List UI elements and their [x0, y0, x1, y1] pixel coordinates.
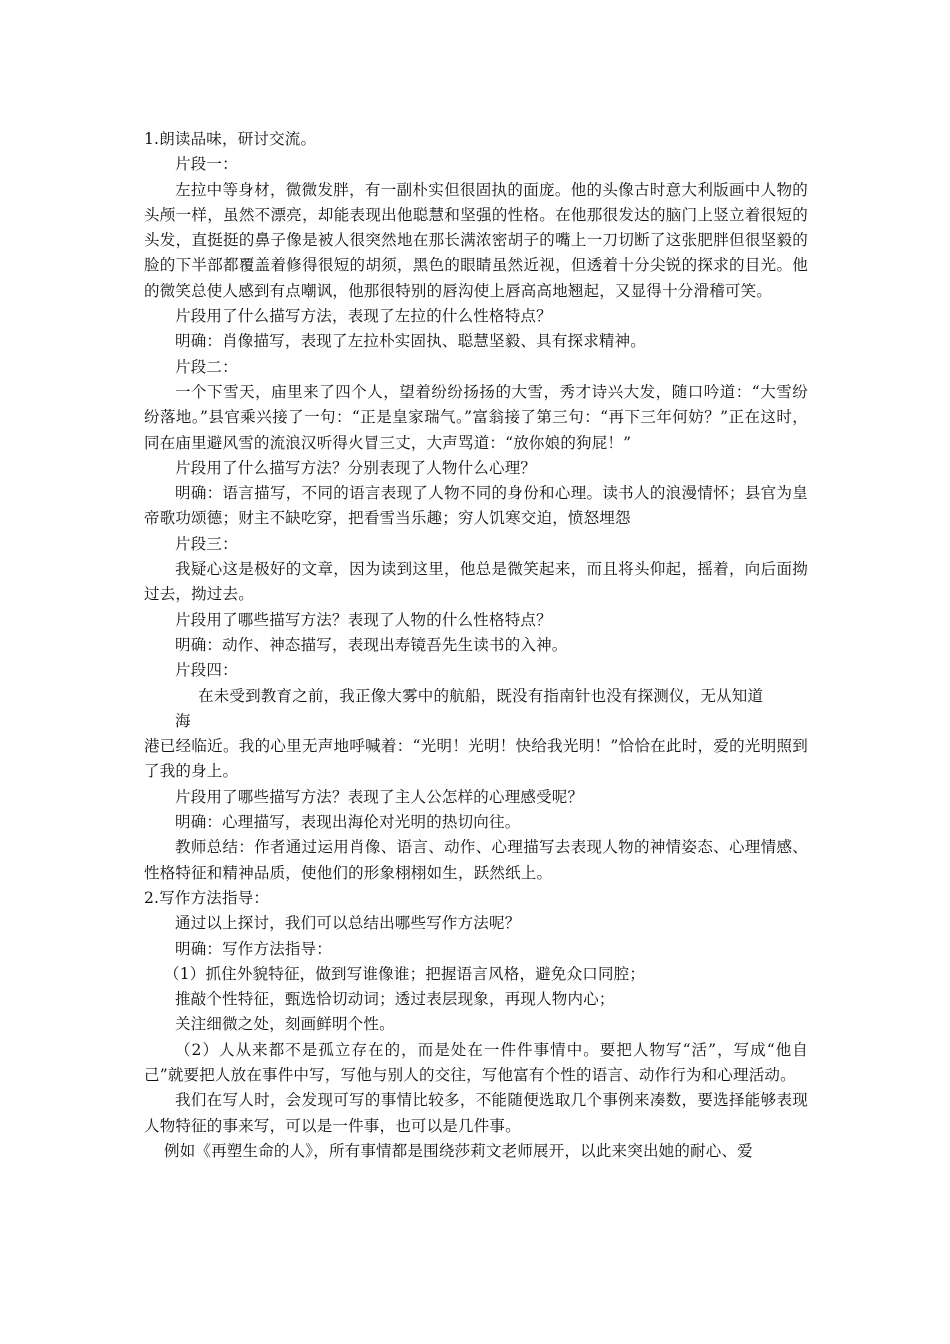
fragment-4-text-line-1: 在未受到教育之前，我正像大雾中的航船，既没有指南针也没有探测仪，无从知道	[198, 686, 764, 705]
method-3: 我们在写人时，会发现可写的事情比较多，不能随便选取几个事例来凑数，要选择能够表现人物特征的事来写，可以是一件事，也可以是几件事。	[144, 1091, 808, 1135]
section-2-answer: 明确：写作方法指导：	[175, 939, 333, 958]
section-2-question: 通过以上探讨，我们可以总结出哪些写作方法呢？	[175, 914, 521, 933]
fragment-1-question: 片段用了什么描写方法，表现了左拉的什么性格特点？	[175, 307, 552, 326]
fragment-1-answer: 明确：肖像描写，表现了左拉朴实固执、聪慧坚毅、具有探求精神。	[175, 332, 647, 351]
fragment-4-answer: 明确：心理描写，表现出海伦对光明的热切向往。	[175, 813, 521, 832]
method-1: （1）抓住外貌特征，做到写谁像谁；把握语言风格，避免众口同腔；	[164, 964, 646, 983]
method-example: 例如《再塑生命的人》，所有事情都是围绕莎莉文老师展开，以此来突出她的耐心、爱	[164, 1141, 753, 1160]
document-body	[144, 127, 808, 1164]
fragment-3-question: 片段用了哪些描写方法？表现了人物的什么性格特点？	[175, 610, 552, 629]
fragment-3-text: 我疑心这是极好的文章，因为读到这里，他总是微笑起来，而且将头仰起，摇着，向后面拗过去，拗过去。	[144, 560, 808, 604]
fragment-1-text: 左拉中等身材，微微发胖，有一副朴实但很固执的面庞。他的头像古时意大利版画中人物的头颅一样，虽然不漂亮，却能表现出他聪慧和坚强的性格。在他那很发达的脑门上竖立着很短的头发，直挺挺的鼻子像是被人很突然地在那长满浓密胡子的嘴上一刀切断了这张肥胖但很坚毅的脸的下半部都覆盖着修得很短的胡须，黑色的眼睛虽然近视，但透着十分尖锐的探求的目光。他的微笑总使人感到有点嘲讽，他那很特别的唇沟使上唇高高地翘起，又显得十分滑稽可笑。	[144, 180, 808, 300]
fragment-2-text: 一个下雪天，庙里来了四个人，望着纷纷扬扬的大雪，秀才诗兴大发，随口吟道：“大雪纷纷落地。”县官乘兴接了一句：“正是皇家瑞气。”富翁接了第三句：“再下三年何妨？”正在这时，同在庙里避风雪的流浪汉听得火冒三丈，大声骂道：“放你娘的狗屁！”	[144, 382, 808, 452]
fragment-2-question: 片段用了什么描写方法？分别表现了人物什么心理？	[175, 458, 537, 477]
fragment-4-label: 片段四：	[175, 661, 238, 680]
fragment-4-question: 片段用了哪些描写方法？表现了主人公怎样的心理感受呢？	[175, 787, 584, 806]
fragment-3-answer: 明确：动作、神态描写，表现出寿镜吾先生读书的入神。	[175, 635, 568, 654]
method-1-line-3: 关注细微之处，刻画鲜明个性。	[175, 1015, 395, 1034]
fragment-4-text-line-2: 海	[175, 711, 191, 730]
method-2: （2）人从来都不是孤立存在的，而是处在一件件事情中。要把人物写“活”，写成“他自己”就要把人放在事件中写，写他与别人的交往，写他富有个性的语言、动作行为和心理活动。	[144, 1040, 808, 1084]
fragment-1-label: 片段一：	[175, 155, 238, 174]
fragment-4-text-line-3: 港已经临近。我的心里无声地呼喊着：“光明！光明！快给我光明！”恰恰在此时，爱的光明照到了我的身上。	[144, 737, 808, 781]
section-2-heading: 2.写作方法指导：	[144, 888, 270, 907]
teacher-summary: 教师总结：作者通过运用肖像、语言、动作、心理描写去表现人物的神情姿态、心理情感、性格特征和精神品质，使他们的形象栩栩如生，跃然纸上。	[144, 838, 808, 882]
fragment-3-label: 片段三：	[175, 534, 238, 553]
fragment-2-answer: 明确：语言描写，不同的语言表现了人物不同的身份和心理。读书人的浪漫情怀；县官为皇帝歌功颂德；财主不缺吃穿，把看雪当乐趣；穷人饥寒交迫，愤怒埋怨	[144, 484, 808, 528]
fragment-2-label: 片段二：	[175, 357, 238, 376]
section-1-heading: 1.朗读品味，研讨交流。	[144, 130, 317, 148]
method-1-line-2: 推敲个性特征，甄选恰切动词；透过表层现象，再现人物内心；	[175, 990, 615, 1009]
